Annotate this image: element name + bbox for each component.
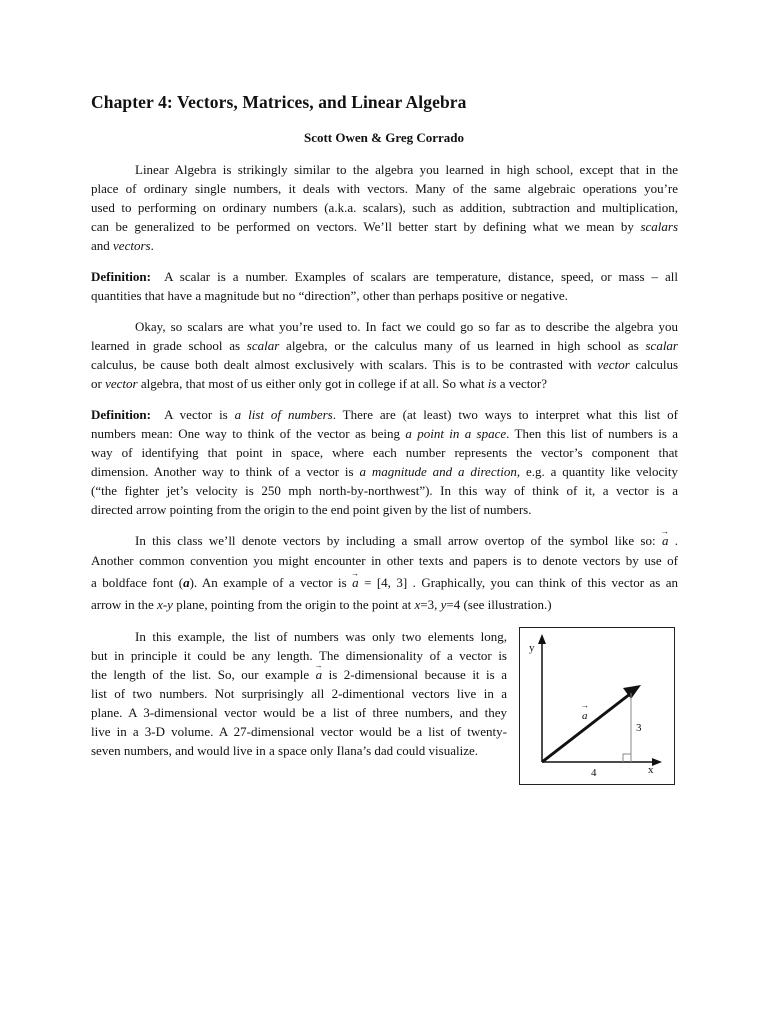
definition-label: Definition: — [91, 269, 151, 284]
paragraph-line: and vectors. — [91, 238, 154, 253]
paragraph-line: or vector algebra, that most of us either only got in college if at all. So what is a vector? — [91, 376, 547, 391]
y-axis-arrowhead — [538, 634, 546, 644]
paragraph-line: Okay, so scalars are what you’re used to. In fact we could go so far as to describe the algebra you — [135, 319, 678, 334]
definition-line: quantities that have a magnitude but no “direction”, other than perhaps positive or negative. — [91, 288, 568, 303]
y-axis-label: y — [529, 642, 535, 654]
side-vertical-label: 3 — [636, 722, 642, 734]
right-angle-marker — [623, 754, 631, 762]
paragraph-line: used to performing on ordinary numbers (a.k.a. scalars), such as addition, subtraction and multiplication, — [91, 200, 678, 215]
definition-line: way of identifying that point in space, where each number represents the vector’s component that — [91, 445, 678, 460]
vector-symbol: → a — [662, 531, 669, 550]
definition-label: Definition: — [91, 407, 151, 422]
vector-symbol: → a — [316, 665, 323, 684]
paragraph-line: place of ordinary single numbers, it deals with vectors. Many of the same algebraic operations you’re — [91, 181, 678, 196]
definition-line: numbers mean: One way to think of the vector as being a point in a space. Then this list of numbers is a — [91, 426, 679, 441]
vector-illustration — [519, 627, 675, 785]
paragraph-line: calculus, be cause both dealt almost exclusively with scalars. This is to be contrasted with vector calculus — [91, 357, 678, 372]
vector-symbol: → a — [352, 573, 359, 592]
paragraph-line: In this class we’ll denote vectors by including a small arrow overtop of the symbol like so: → a . — [91, 531, 678, 550]
authors: Scott Owen & Greg Corrado — [303, 130, 465, 145]
definition-line: Definition: A scalar is a number. Examples of scalars are temperature, distance, speed, or mass – all — [91, 269, 678, 284]
paragraph-line: list of two numbers. Not surprisingly all 2-dimentional vectors live in a — [91, 686, 507, 701]
definition-line: directed arrow pointing from the origin to the end point given by the list of numbers. — [91, 502, 532, 517]
chapter-title: Chapter 4: Vectors, Matrices, and Linear Algebra — [91, 92, 467, 112]
paragraph-line: In this example, the list of numbers was only two elements long, — [135, 629, 507, 644]
paragraph-line: live in a 3-D volume. A 27-dimensional vector would be a list of twenty- — [91, 724, 507, 739]
paragraph-line: but in principle it could be any length. The dimensionality of a vector is — [91, 648, 507, 663]
paragraph-line: a boldface font (a). An example of a vector is → a = [4, 3] . Graphically, you can think of this vector as an — [91, 573, 678, 592]
definition-line: Definition: A vector is a list of numbers. There are (at least) two ways to interpret what this list of — [91, 407, 678, 422]
definition-line: dimension. Another way to think of a vector is a magnitude and a direction, e.g. a quantity like velocity — [91, 464, 678, 479]
paragraph-line: Another common convention you might encounter in other texts and papers is to denote vectors by use of — [91, 553, 678, 568]
paragraph-line: can be generalized to be performed on vectors. We’ll better start by defining what we mean by scalars — [91, 219, 678, 234]
definition-line: (“the fighter jet’s velocity is 250 mph north-by-northwest”). In this way of think of it, a vector is a — [91, 483, 678, 498]
paragraph-line: the length of the list. So, our example → a is 2-dimensional because it is a — [91, 665, 507, 684]
paragraph-line: plane. A 3-dimensional vector would be a list of three numbers, and they — [91, 705, 507, 720]
paragraph-line: Linear Algebra is strikingly similar to the algebra you learned in high school, except that in the — [135, 162, 678, 177]
paragraph-line: arrow in the x-y plane, pointing from the origin to the point at x=3, y=4 (see illustration.) — [91, 597, 552, 612]
paragraph-line: seven numbers, and would live in a space only Ilana’s dad could visualize. — [91, 743, 479, 758]
vector-label: → a — [582, 710, 588, 722]
x-axis-label: x — [648, 764, 654, 776]
vector-diagram — [520, 628, 676, 786]
side-horizontal-label: 4 — [591, 767, 597, 779]
paragraph-line: learned in grade school as scalar algebra, or the calculus many of us learned in high school as scalar — [91, 338, 678, 353]
